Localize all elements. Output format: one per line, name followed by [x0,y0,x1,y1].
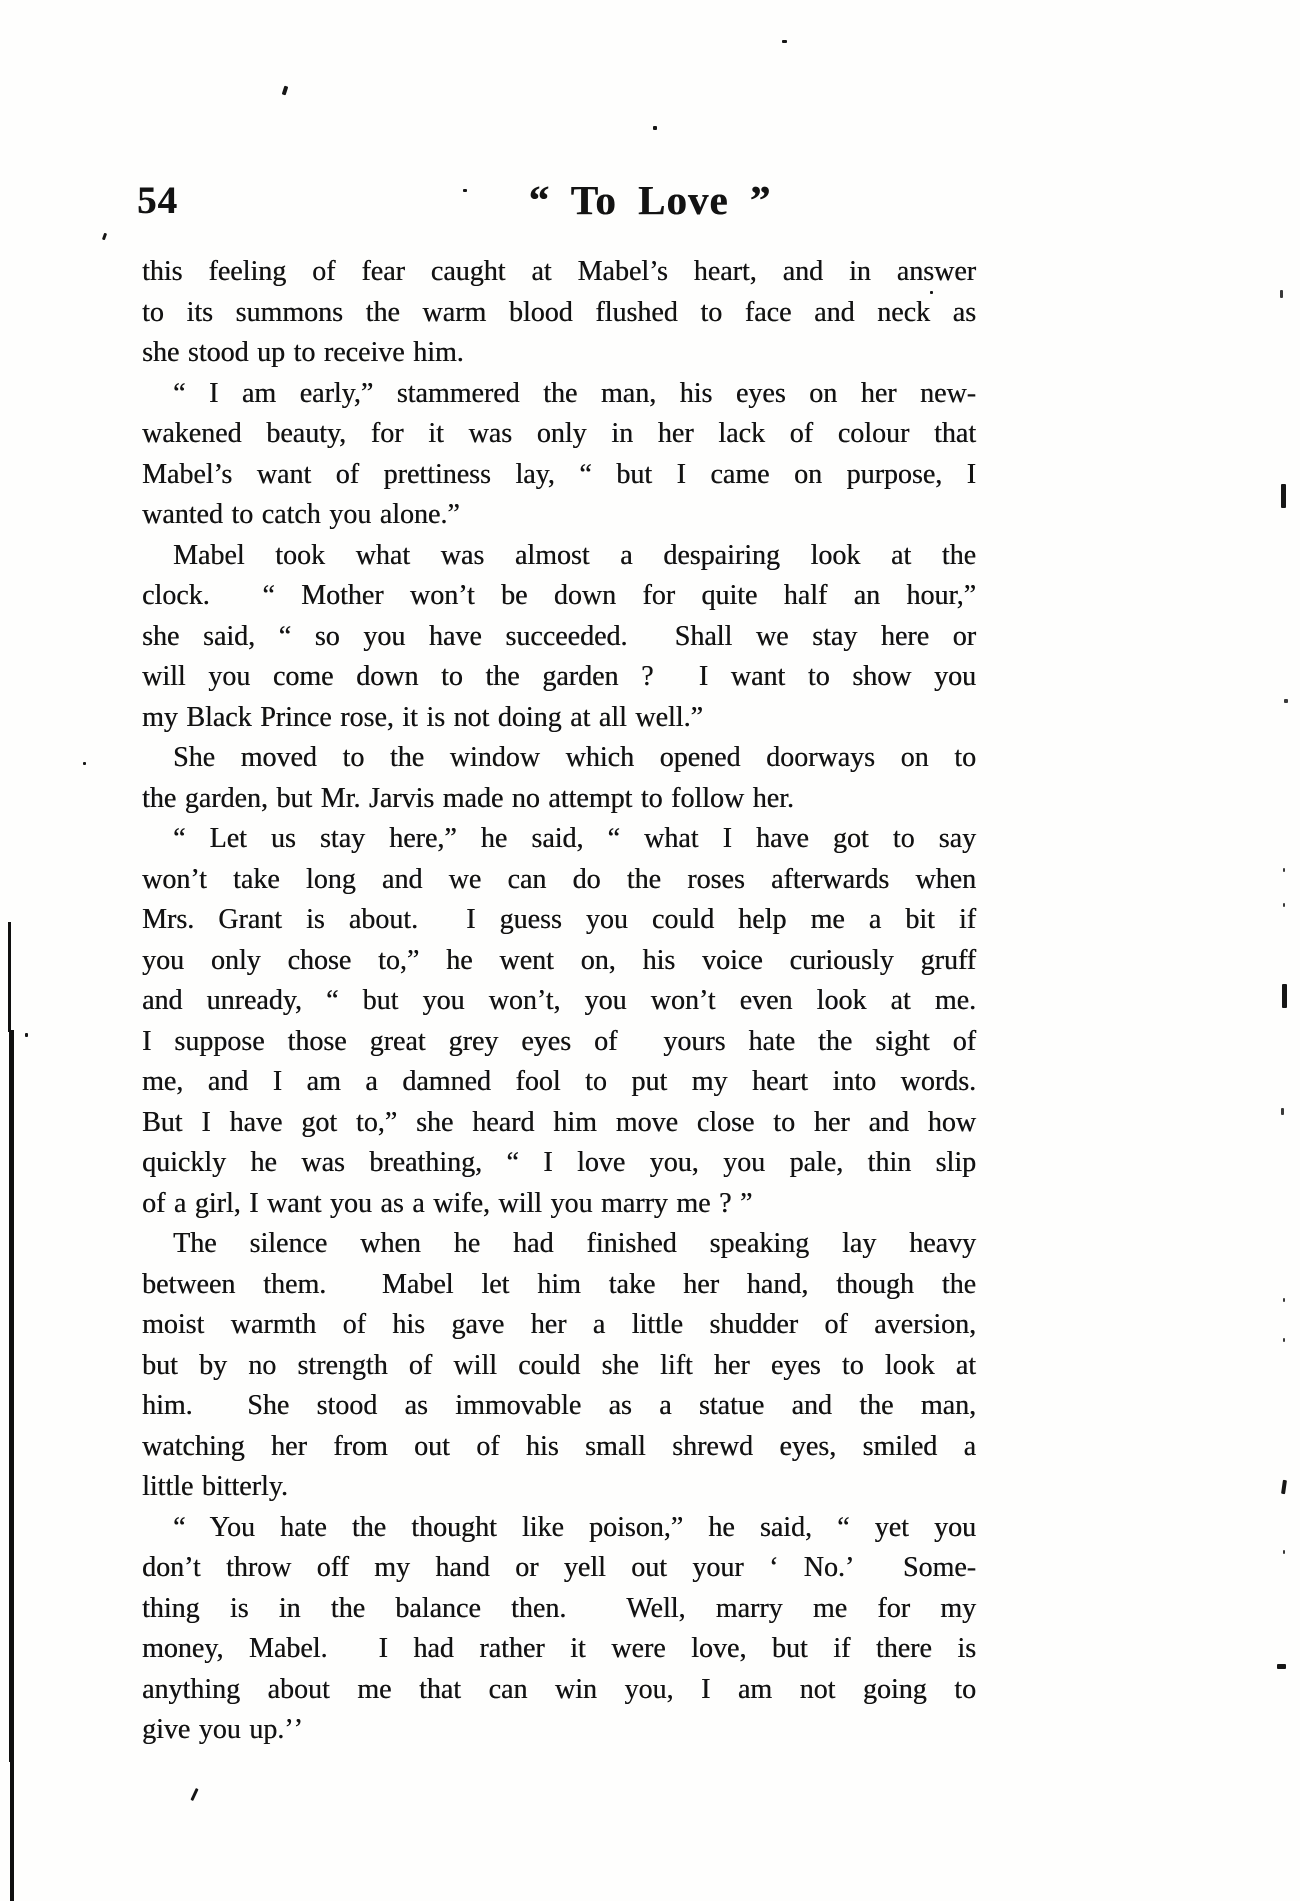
running-head [0,176,1300,222]
scan-speck [190,1788,198,1801]
text-line: between them. Mabel let him take her hand, though the [142,1268,976,1300]
text-line: him. She stood as immovable as a statue and the man, [142,1390,976,1421]
text-line: “ Let us stay here,” he said, “ what I have got to say [173,823,976,854]
scan-speck [1281,1480,1287,1494]
page-number: 54 [137,179,178,222]
scan-speck [1283,868,1285,872]
running-title: “ To Love ” [528,177,772,223]
scan-speck [83,762,86,765]
scan-speck [1284,699,1288,703]
scan-speck [1283,1550,1285,1554]
text-line: anything about me that can win you, I am not going to [142,1673,976,1705]
text-line: Mabel took what was almost a despairing look at the [173,539,976,571]
scan-speck [1280,290,1283,298]
scan-speck [1281,1108,1284,1115]
scan-speck [102,233,107,241]
text-line: money, Mabel. I had rather it were love, but if there is [142,1633,976,1664]
scan-speck [1277,1664,1286,1669]
text-line: She moved to the window which opened doorways on to [173,742,976,773]
text-line: quickly he was breathing, “ I love you, you pale, thin slip [142,1147,976,1178]
text-line: don’t throw off my hand or yell out your ‘ No.’ Some- [142,1552,976,1583]
text-line: I suppose those great grey eyes of yours hate the sight of [142,1025,976,1057]
scan-speck [653,126,657,130]
page-text [142,252,976,1751]
text-line: but by no strength of will could she lift her eyes to look at [142,1349,976,1381]
text-line: will you come down to the garden ? I want to show you [142,661,976,692]
text-line: watching her from out of his small shrewd eyes, smiled a [142,1430,976,1462]
text-line: she said, “ so you have succeeded. Shall we stay here or [142,620,976,652]
text-line: she stood up to receive him. [142,337,464,368]
text-line: wakened beauty, for it was only in her lack of colour that [142,418,976,449]
scan-speck [930,291,933,294]
text-line: Mrs. Grant is about. I guess you could help me a bit if [142,904,976,935]
scan-speck [1282,984,1287,1008]
text-line: me, and I am a damned fool to put my heart into words. [142,1066,976,1097]
scan-speck [1281,484,1286,508]
text-line: wanted to catch you alone.” [142,499,460,530]
text-line: won’t take long and we can do the roses afterwards when [142,863,976,895]
text-line: thing is in the balance then. Well, marry me for my [142,1592,976,1624]
text-line: you only chose to,” he went on, his voice curiously gruff [142,944,976,976]
text-line: of a girl, I want you as a wife, will you marry me ? ” [142,1187,753,1219]
scan-speck [25,1033,28,1037]
scan-speck [1283,1338,1285,1342]
text-line: this feeling of fear caught at Mabel’s heart, and in answer [142,256,976,287]
text-line: But I have got to,” she heard him move close to her and how [142,1106,976,1138]
gutter-line-segment [9,1030,14,1762]
gutter-line-segment [10,1762,14,1901]
text-line: my Black Prince rose, it is not doing at all well.” [142,701,703,733]
scan-speck [282,86,289,96]
text-line: Mabel’s want of prettiness lay, “ but I came on purpose, I [142,458,976,490]
text-line: give you up.’ʼ [142,1714,303,1745]
scan-speck [782,40,787,43]
text-line: the garden, but Mr. Jarvis made no attempt to follow her. [142,782,794,814]
text-line: “ You hate the thought like poison,” he said, “ yet you [173,1511,976,1543]
text-line: little bitterly. [142,1471,288,1502]
text-line: clock. “ Mother won’t be down for quite half an hour,” [142,580,976,611]
text-line: and unready, “ but you won’t, you won’t even look at me. [142,985,976,1016]
text-line: The silence when he had finished speaking lay heavy [173,1228,976,1259]
scan-speck [463,189,467,192]
gutter-line-segment [8,922,11,1032]
text-line: to its summons the warm blood flushed to face and neck as [142,296,976,328]
scan-speck [1283,903,1285,907]
text-line: moist warmth of his gave her a little shudder of aversion, [142,1309,976,1340]
text-line: “ I am early,” stammered the man, his eyes on her new- [173,377,976,409]
scan-speck [1283,1298,1285,1302]
